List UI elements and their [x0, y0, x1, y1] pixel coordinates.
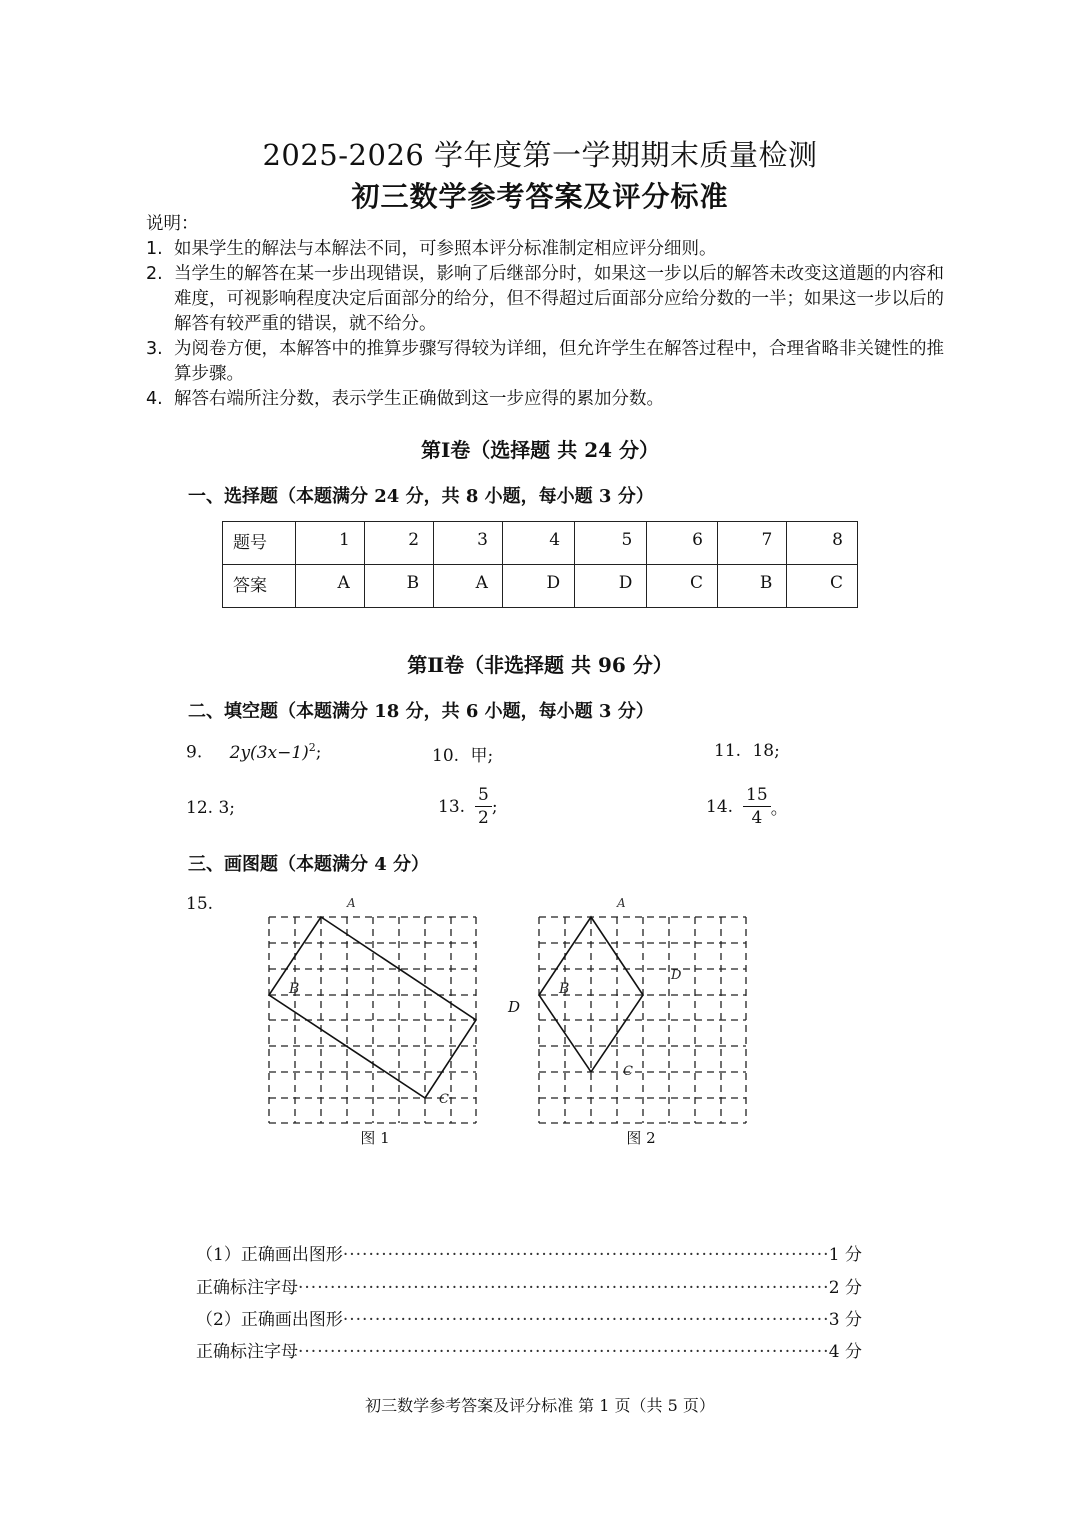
draw-section-title: 三、画图题（本题满分 4 分）: [188, 854, 430, 875]
page-subtitle: 初三数学参考答案及评分标准: [351, 180, 729, 213]
answer-suffix: 。: [770, 799, 788, 819]
question-number: 12.: [186, 798, 214, 818]
table-cell: 7: [717, 522, 786, 565]
answer-exponent: 2: [308, 741, 316, 754]
table-cell: D: [502, 565, 574, 608]
answer-text: 3;: [218, 798, 235, 818]
fill-section-title: 二、填空题（本题满分 18 分，共 6 小题，每小题 3 分）: [188, 701, 654, 722]
answer-text: 甲;: [470, 746, 494, 766]
fraction-numerator: 15: [743, 784, 771, 807]
score-label: （2）正确画出图形: [196, 1310, 343, 1330]
point-label-c: C: [623, 1064, 633, 1079]
answer-suffix: ;: [315, 742, 322, 763]
answer-q14: [706, 784, 788, 829]
fraction-denominator: 2: [478, 808, 489, 828]
point-label-d: D: [671, 968, 682, 983]
dot-leader: [343, 1310, 829, 1330]
table-cell: A: [434, 565, 503, 608]
table-cell: D: [575, 565, 647, 608]
score-points: 3 分: [828, 1310, 862, 1330]
note-item: [146, 337, 946, 387]
table-row: [223, 565, 858, 608]
score-row: [196, 1273, 862, 1298]
fraction: [475, 784, 492, 829]
table-cell: B: [717, 565, 786, 608]
fraction: [743, 784, 771, 829]
choice-section-title: 一、选择题（本题满分 24 分，共 8 小题，每小题 3 分）: [188, 486, 654, 507]
page-title: 2025-2026 学年度第一学期期末质量检测: [262, 138, 818, 172]
answer-q11: [714, 741, 780, 761]
question-number: 11.: [714, 741, 742, 761]
score-label: （1）正确画出图形: [196, 1245, 343, 1265]
score-row: [196, 1240, 862, 1265]
dot-leader: [298, 1342, 829, 1362]
table-cell: 4: [502, 522, 574, 565]
score-row: [196, 1337, 862, 1362]
point-label-b: B: [289, 981, 300, 997]
note-number: 1.: [146, 239, 163, 259]
dot-leader: [343, 1245, 829, 1265]
table-cell: C: [787, 565, 858, 608]
table-row: [223, 522, 858, 565]
score-label: 正确标注字母: [196, 1278, 298, 1298]
fraction-numerator: 5: [475, 784, 492, 807]
figure-1: [255, 895, 495, 1155]
score-row: [196, 1305, 862, 1330]
fraction-denominator: 4: [751, 808, 763, 828]
note-item: [146, 237, 946, 262]
point-label-a: A: [617, 896, 626, 910]
answer-q9: [186, 741, 322, 763]
answer-table: [222, 521, 858, 608]
page-footer: 初三数学参考答案及评分标准 第 1 页（共 5 页）: [365, 1396, 715, 1415]
note-number: 2.: [146, 264, 163, 284]
score-points: 1 分: [828, 1245, 862, 1265]
point-label-c: C: [439, 1092, 449, 1107]
note-text: 为阅卷方便，本解答中的推算步骤写得较为详细，但允许学生在解答过程中，合理省略非关键性的推算步骤。: [174, 339, 944, 384]
table-cell: 1: [296, 522, 365, 565]
table-cell: 3: [434, 522, 503, 565]
table-cell: 6: [647, 522, 718, 565]
dot-leader: [298, 1278, 829, 1298]
note-text: 当学生的解答在某一步出现错误，影响了后继部分时，如果这一步以后的解答未改变这道题的内容和难度，可视影响程度决定后面部分的给分，但不得超过后面部分应给分数的一半；如果这一步以后的解答有较严重的错误，就不给分。: [174, 264, 944, 334]
note-item: [146, 387, 946, 412]
notes-label: 说明：: [146, 214, 199, 234]
question-number: 13.: [438, 796, 466, 817]
answer-q10: [432, 741, 493, 766]
table-cell: C: [647, 565, 718, 608]
table-cell: 题号: [223, 522, 296, 565]
figure-caption: 图 2: [626, 1129, 656, 1147]
note-item: [146, 262, 946, 337]
point-label-a: A: [347, 896, 356, 910]
score-label: 正确标注字母: [196, 1342, 298, 1362]
table-cell: 答案: [223, 565, 296, 608]
answer-expression: 2y(3x−1): [229, 742, 309, 763]
table-cell: A: [296, 565, 365, 608]
note-number: 3.: [146, 339, 163, 359]
note-number: 4.: [146, 389, 163, 409]
answer-q12: [186, 798, 235, 818]
part1-heading: 第Ⅰ卷（选择题 共 24 分）: [420, 438, 660, 462]
answer-text: 18;: [752, 741, 780, 761]
side-label: D: [508, 998, 521, 1016]
table-cell: 2: [364, 522, 433, 565]
question-number: 15.: [186, 894, 214, 914]
point-label-b: B: [559, 981, 570, 997]
figure-2: [525, 895, 765, 1155]
answer-suffix: ;: [491, 796, 498, 817]
question-number: 14.: [706, 796, 734, 817]
question-number: 10.: [432, 746, 460, 766]
notes-section: [146, 212, 946, 412]
table-cell: B: [364, 565, 433, 608]
part2-heading: 第Ⅱ卷（非选择题 共 96 分）: [407, 653, 673, 677]
figure-caption: 图 1: [360, 1129, 390, 1147]
note-text: 如果学生的解法与本解法不同，可参照本评分标准制定相应评分细则。: [174, 239, 717, 259]
table-cell: 8: [787, 522, 858, 565]
table-cell: 5: [575, 522, 647, 565]
score-points: 2 分: [828, 1278, 862, 1298]
answer-q13: [438, 784, 498, 829]
score-points: 4 分: [828, 1342, 862, 1362]
question-number: 9.: [186, 742, 203, 763]
note-text: 解答右端所注分数，表示学生正确做到这一步应得的累加分数。: [174, 389, 664, 409]
